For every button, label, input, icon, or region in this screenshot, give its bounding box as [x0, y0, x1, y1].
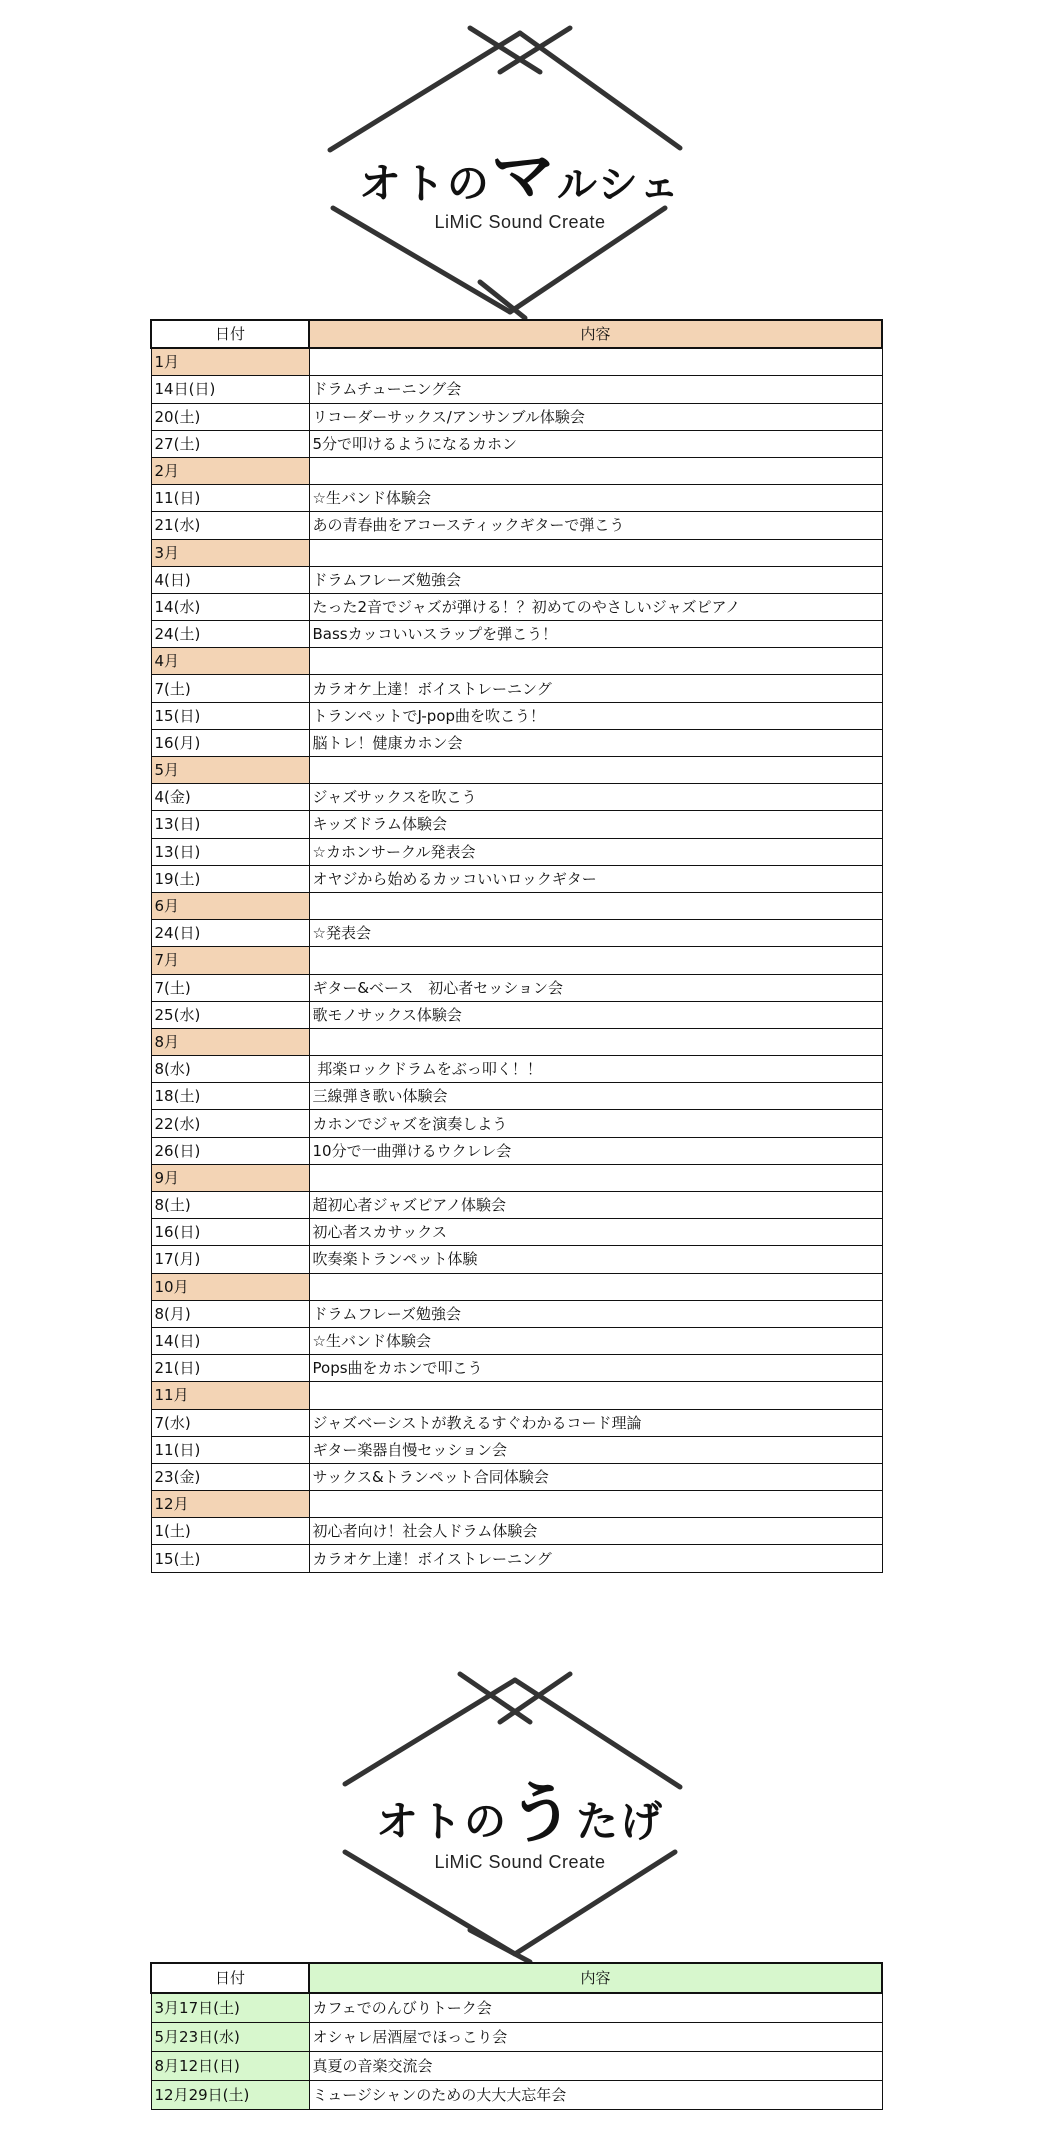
event-date: 7(水) [151, 1409, 309, 1436]
table-row [151, 1083, 882, 1110]
event-date: 15(土) [151, 1545, 309, 1572]
event-date: 13(日) [151, 838, 309, 865]
event-date: 15(日) [151, 702, 309, 729]
logo-title-part-3: ルシェ [556, 162, 682, 208]
event-date: 8月12日(日) [151, 2052, 309, 2081]
month-empty-cell [309, 1491, 882, 1518]
table-header-row [151, 1963, 882, 1993]
table-row [151, 1409, 882, 1436]
month-row [151, 892, 882, 919]
event-date: 26(日) [151, 1137, 309, 1164]
table-row [151, 1110, 882, 1137]
event-content: カフェでのんびりトーク会 [309, 1993, 882, 2023]
month-empty-cell [309, 457, 882, 484]
event-date: 8(月) [151, 1300, 309, 1327]
event-date: 24(日) [151, 920, 309, 947]
logo-subtitle: LiMiC Sound Create [434, 212, 606, 232]
event-date: 5月23日(水) [151, 2023, 309, 2052]
table-header-row [151, 320, 882, 348]
table-row [151, 865, 882, 892]
event-date: 7(土) [151, 675, 309, 702]
month-label: 4月 [151, 648, 309, 675]
event-date: 1(土) [151, 1518, 309, 1545]
logo-title [0, 125, 1040, 217]
event-content: 邦楽ロックドラムをぶっ叩く！！ [309, 1056, 882, 1083]
logo-title-part-2: マ [490, 140, 557, 214]
table-row [151, 974, 882, 1001]
month-label: 5月 [151, 757, 309, 784]
table-row [151, 784, 882, 811]
event-content: 脳トレ！健康カホン会 [309, 729, 882, 756]
event-content: オシャレ居酒屋でほっこり会 [309, 2023, 882, 2052]
event-content: オヤジから始めるカッコいいロックギター [309, 865, 882, 892]
event-date: 17(月) [151, 1246, 309, 1273]
month-empty-cell [309, 892, 882, 919]
event-content: ギター楽器自慢セッション会 [309, 1436, 882, 1463]
table-row [151, 1001, 882, 1028]
table-row [151, 2023, 882, 2052]
table-row [151, 1327, 882, 1354]
month-label: 12月 [151, 1491, 309, 1518]
event-date: 7(土) [151, 974, 309, 1001]
table-row [151, 702, 882, 729]
event-content: 5分で叩けるようになるカホン [309, 430, 882, 457]
table-row [151, 566, 882, 593]
month-label: 1月 [151, 348, 309, 376]
table-row [151, 485, 882, 512]
event-content: ジャズサックスを吹こう [309, 784, 882, 811]
table-row [151, 920, 882, 947]
table-row [151, 593, 882, 620]
event-content: 初心者向け！社会人ドラム体験会 [309, 1518, 882, 1545]
marche-schedule-table [150, 319, 883, 1573]
event-content: カラオケ上達！ボイストレーニング [309, 675, 882, 702]
month-empty-cell [309, 757, 882, 784]
event-content: カホンでジャズを演奏しよう [309, 1110, 882, 1137]
event-content: 10分で一曲弾けるウクレレ会 [309, 1137, 882, 1164]
event-date: 4(日) [151, 566, 309, 593]
event-date: 8(土) [151, 1192, 309, 1219]
month-row [151, 1164, 882, 1191]
table-row [151, 1436, 882, 1463]
event-content: あの青春曲をアコースティックギターで弾こう [309, 512, 882, 539]
table-row [151, 403, 882, 430]
table-row [151, 1246, 882, 1273]
month-label: 11月 [151, 1382, 309, 1409]
event-date: 8(水) [151, 1056, 309, 1083]
logo-title [0, 1760, 1040, 1855]
event-date: 3月17日(土) [151, 1993, 309, 2023]
event-date: 23(金) [151, 1463, 309, 1490]
month-row [151, 947, 882, 974]
table-row [151, 1219, 882, 1246]
month-label: 6月 [151, 892, 309, 919]
event-content: ☆生バンド体験会 [309, 485, 882, 512]
header-content: 内容 [309, 1963, 882, 1993]
event-content: ミュージシャンのための大大大忘年会 [309, 2081, 882, 2110]
table-row [151, 811, 882, 838]
logo-title-part-2: う [508, 1775, 576, 1852]
event-content: Bassカッコいいスラップを弾こう！ [309, 621, 882, 648]
event-date: 20(土) [151, 403, 309, 430]
logo-subtitle: LiMiC Sound Create [434, 1852, 606, 1872]
month-empty-cell [309, 947, 882, 974]
event-content: ☆カホンサークル発表会 [309, 838, 882, 865]
month-label: 9月 [151, 1164, 309, 1191]
event-date: 27(土) [151, 430, 309, 457]
event-content: 超初心者ジャズピアノ体験会 [309, 1192, 882, 1219]
event-date: 12月29日(土) [151, 2081, 309, 2110]
month-label: 7月 [151, 947, 309, 974]
table-row [151, 1137, 882, 1164]
table-row [151, 1463, 882, 1490]
month-row [151, 1273, 882, 1300]
month-empty-cell [309, 1164, 882, 1191]
table-row [151, 1300, 882, 1327]
event-date: 21(日) [151, 1355, 309, 1382]
event-content: キッズドラム体験会 [309, 811, 882, 838]
logo-otono-utage [0, 1662, 1040, 1962]
month-label: 2月 [151, 457, 309, 484]
event-content: ジャズベーシストが教えるすぐわかるコード理論 [309, 1409, 882, 1436]
event-date: 11(日) [151, 485, 309, 512]
month-empty-cell [309, 1382, 882, 1409]
event-content: Pops曲をカホンで叩こう [309, 1355, 882, 1382]
month-row [151, 348, 882, 376]
event-date: 25(水) [151, 1001, 309, 1028]
logo-title-part-1: オトの [375, 1797, 508, 1846]
event-content: 吹奏楽トランペット体験 [309, 1246, 882, 1273]
event-content: 三線弾き歌い体験会 [309, 1083, 882, 1110]
header-content: 内容 [309, 320, 882, 348]
table-row [151, 1518, 882, 1545]
event-date: 16(日) [151, 1219, 309, 1246]
month-empty-cell [309, 648, 882, 675]
event-date: 21(水) [151, 512, 309, 539]
event-content: トランペットでJ-pop曲を吹こう！ [309, 702, 882, 729]
event-content: たった2音でジャズが弾ける！？初めてのやさしいジャズピアノ [309, 593, 882, 620]
table-row [151, 1993, 882, 2023]
event-date: 22(水) [151, 1110, 309, 1137]
header-date: 日付 [151, 320, 309, 348]
month-row [151, 1028, 882, 1055]
event-date: 19(土) [151, 865, 309, 892]
table-row [151, 1355, 882, 1382]
event-date: 11(日) [151, 1436, 309, 1463]
event-content: ギター&ベース 初心者セッション会 [309, 974, 882, 1001]
event-date: 24(土) [151, 621, 309, 648]
event-content: リコーダーサックス/アンサンブル体験会 [309, 403, 882, 430]
month-row [151, 457, 882, 484]
event-content: カラオケ上達！ボイストレーニング [309, 1545, 882, 1572]
event-date: 14(日) [151, 1327, 309, 1354]
event-content: ドラムフレーズ勉強会 [309, 1300, 882, 1327]
event-date: 13(日) [151, 811, 309, 838]
table-row [151, 621, 882, 648]
table-row [151, 512, 882, 539]
event-date: 14(水) [151, 593, 309, 620]
logo-title-part-3: たげ [576, 1797, 665, 1846]
table-row [151, 2052, 882, 2081]
month-row [151, 757, 882, 784]
month-row [151, 648, 882, 675]
logo-otono-marche [0, 20, 1040, 320]
event-content: ドラムチューニング会 [309, 376, 882, 403]
event-content: 初心者スカサックス [309, 1219, 882, 1246]
table-row [151, 1056, 882, 1083]
event-content: ドラムフレーズ勉強会 [309, 566, 882, 593]
logo-title-part-1: オトの [358, 159, 491, 208]
event-date: 16(月) [151, 729, 309, 756]
event-content: 歌モノサックス体験会 [309, 1001, 882, 1028]
utage-schedule-table [150, 1962, 883, 2110]
month-empty-cell [309, 539, 882, 566]
table-row [151, 430, 882, 457]
event-content: サックス&トランペット合同体験会 [309, 1463, 882, 1490]
month-row [151, 1491, 882, 1518]
event-date: 14日(日) [151, 376, 309, 403]
event-date: 4(金) [151, 784, 309, 811]
table-row [151, 675, 882, 702]
month-empty-cell [309, 348, 882, 376]
month-label: 3月 [151, 539, 309, 566]
table-row [151, 838, 882, 865]
table-row [151, 729, 882, 756]
table-row [151, 1192, 882, 1219]
event-date: 18(土) [151, 1083, 309, 1110]
month-row [151, 539, 882, 566]
table-row [151, 2081, 882, 2110]
event-content: ☆発表会 [309, 920, 882, 947]
header-date: 日付 [151, 1963, 309, 1993]
event-content: 真夏の音楽交流会 [309, 2052, 882, 2081]
month-label: 8月 [151, 1028, 309, 1055]
table-row [151, 1545, 882, 1572]
month-row [151, 1382, 882, 1409]
month-empty-cell [309, 1273, 882, 1300]
month-label: 10月 [151, 1273, 309, 1300]
event-content: ☆生バンド体験会 [309, 1327, 882, 1354]
table-row [151, 376, 882, 403]
month-empty-cell [309, 1028, 882, 1055]
